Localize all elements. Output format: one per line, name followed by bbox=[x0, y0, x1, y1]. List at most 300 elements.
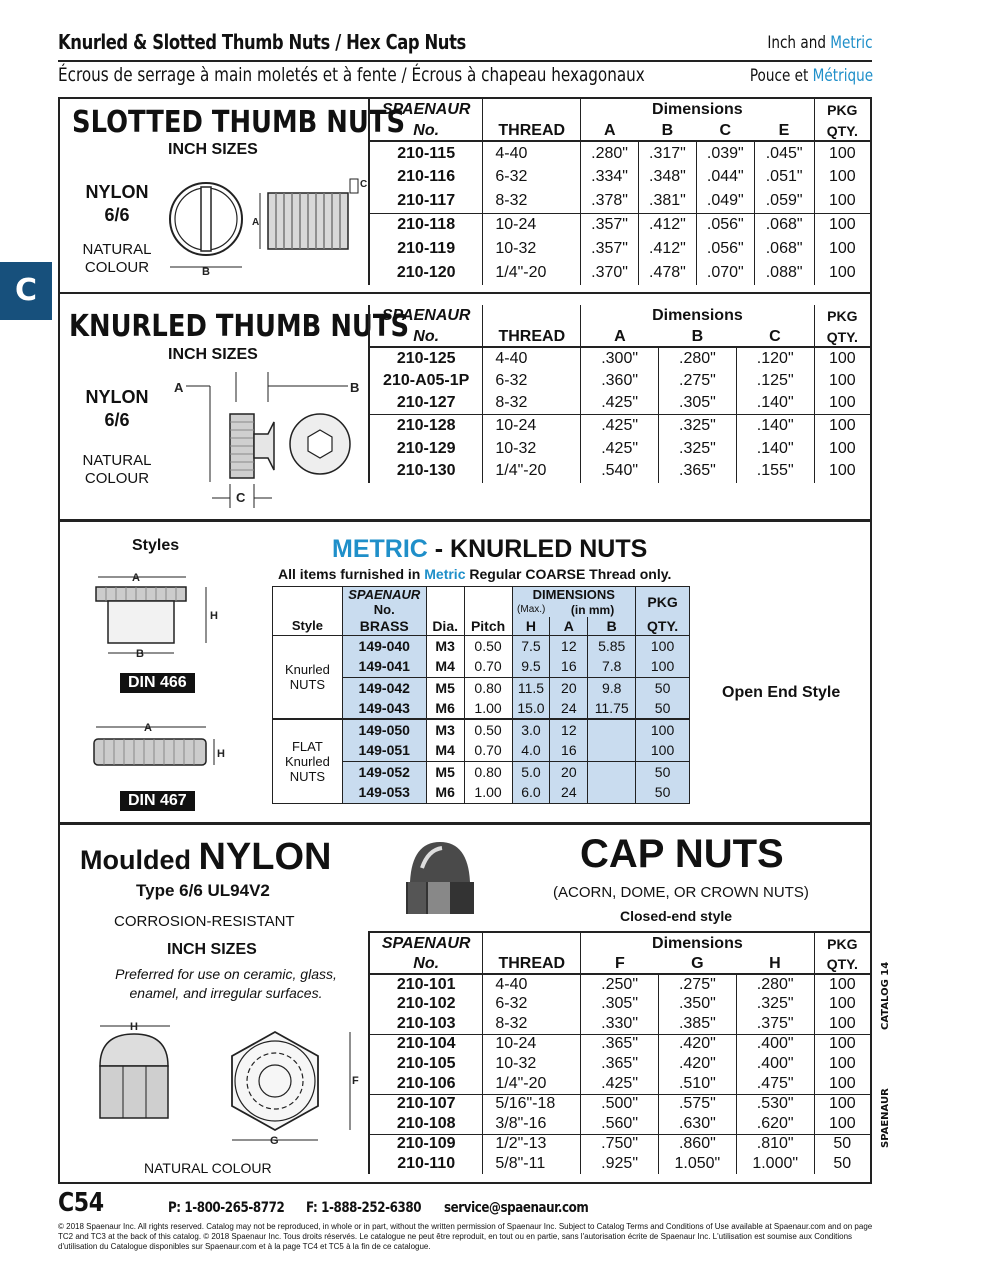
col-b: B bbox=[661, 121, 674, 139]
part-number: 149-053 bbox=[342, 782, 426, 803]
part-number: 210-119 bbox=[369, 237, 483, 261]
table-cell: 12 bbox=[550, 635, 588, 656]
table-row bbox=[369, 1094, 870, 1114]
cap-table bbox=[368, 931, 870, 1174]
table-cell: 100 bbox=[814, 1074, 870, 1094]
table-cell: 100 bbox=[814, 165, 870, 189]
table-cell: .365" bbox=[659, 460, 737, 483]
slotted-colour-2: COLOUR bbox=[84, 259, 150, 276]
table-cell: 10-32 bbox=[483, 1054, 581, 1074]
table-cell: 0.70 bbox=[464, 656, 512, 677]
style-label: Knurled bbox=[284, 753, 330, 769]
col-style: Style bbox=[273, 617, 343, 635]
table-cell: 11.5 bbox=[512, 677, 550, 698]
knurled-nut-drawing bbox=[172, 372, 362, 512]
table-cell: .280" bbox=[581, 141, 639, 165]
svg-text:A: A bbox=[144, 722, 152, 734]
table-cell: .560" bbox=[581, 1114, 659, 1134]
part-number: 149-052 bbox=[342, 761, 426, 782]
col-brand: SPAENAUR bbox=[369, 305, 483, 327]
table-cell: 50 bbox=[636, 677, 690, 698]
table-cell: 24 bbox=[550, 782, 588, 803]
table-row bbox=[273, 635, 690, 656]
part-number: 210-128 bbox=[369, 415, 483, 438]
table-cell: 100 bbox=[636, 656, 690, 677]
col-thread: THREAD bbox=[483, 121, 581, 141]
col-no: No. bbox=[369, 327, 483, 347]
col-pkg: PKG bbox=[814, 99, 870, 121]
table-cell bbox=[588, 782, 636, 803]
units-label-fr: Pouce et Métrique bbox=[749, 66, 873, 86]
table-cell: 100 bbox=[814, 347, 870, 370]
col-a: A bbox=[581, 327, 659, 347]
col-pkg: PKG bbox=[814, 932, 870, 954]
col-b: B bbox=[588, 617, 636, 635]
table-cell: .750" bbox=[581, 1134, 659, 1154]
table-cell: 100 bbox=[814, 189, 870, 213]
table-cell: .250" bbox=[581, 974, 659, 994]
table-cell: 9.8 bbox=[588, 677, 636, 698]
part-number: 210-103 bbox=[369, 1014, 483, 1034]
part-number: 210-101 bbox=[369, 974, 483, 994]
table-cell: 16 bbox=[550, 740, 588, 761]
table-cell: .378" bbox=[581, 189, 639, 213]
table-cell: .056" bbox=[696, 213, 754, 237]
table-cell: 11.75 bbox=[588, 698, 636, 719]
table-cell: .475" bbox=[736, 1074, 814, 1094]
table-cell: 50 bbox=[814, 1134, 870, 1154]
table-cell: .385" bbox=[658, 1014, 736, 1034]
part-number: 210-105 bbox=[369, 1054, 483, 1074]
part-number: 149-050 bbox=[342, 719, 426, 740]
table-cell: 100 bbox=[814, 261, 870, 285]
table-cell: 7.8 bbox=[588, 656, 636, 677]
table-cell: .425" bbox=[581, 437, 659, 460]
table-cell: .044" bbox=[696, 165, 754, 189]
table-cell: 16 bbox=[550, 656, 588, 677]
table-cell bbox=[588, 761, 636, 782]
table-cell: .088" bbox=[754, 261, 814, 285]
table-cell: .348" bbox=[639, 165, 697, 189]
cap-alt-names: (ACORN, DOME, OR CROWN NUTS) bbox=[553, 884, 809, 901]
table-cell: 100 bbox=[814, 392, 870, 415]
styles-label: Styles bbox=[132, 537, 180, 554]
col-qty: QTY. bbox=[814, 954, 870, 974]
part-number: 210-108 bbox=[369, 1114, 483, 1134]
table-cell: .275" bbox=[659, 370, 737, 393]
table-row bbox=[369, 1034, 870, 1054]
table-cell: .140" bbox=[736, 437, 814, 460]
part-number: 210-109 bbox=[369, 1134, 483, 1154]
page-number: C54 bbox=[58, 1188, 104, 1218]
table-cell: 50 bbox=[814, 1154, 870, 1174]
table-cell: .068" bbox=[754, 237, 814, 261]
table-cell: 1/4"-20 bbox=[483, 261, 581, 285]
table-row bbox=[369, 347, 870, 370]
table-cell: 6-32 bbox=[483, 165, 581, 189]
table-row bbox=[369, 165, 870, 189]
svg-text:A: A bbox=[132, 572, 140, 584]
svg-text:C: C bbox=[360, 179, 368, 190]
svg-text:C: C bbox=[236, 490, 246, 505]
col-b: B bbox=[691, 327, 704, 345]
table-cell: 1/4"-20 bbox=[483, 460, 581, 483]
svg-text:H: H bbox=[217, 748, 225, 760]
table-cell: .305" bbox=[659, 392, 737, 415]
table-cell: 100 bbox=[814, 1054, 870, 1074]
table-cell: .045" bbox=[754, 141, 814, 165]
table-cell: M4 bbox=[426, 656, 464, 677]
col-thread: THREAD bbox=[483, 327, 581, 347]
table-row bbox=[369, 1134, 870, 1154]
table-cell: .530" bbox=[736, 1094, 814, 1114]
part-number: 210-118 bbox=[369, 213, 483, 237]
part-number: 210-115 bbox=[369, 141, 483, 165]
table-row bbox=[369, 370, 870, 393]
part-number: 210-104 bbox=[369, 1034, 483, 1054]
col-h: H bbox=[512, 617, 550, 635]
table-cell: 100 bbox=[636, 740, 690, 761]
table-cell: .325" bbox=[659, 437, 737, 460]
table-row bbox=[369, 189, 870, 213]
table-row bbox=[369, 261, 870, 285]
table-cell: .305" bbox=[581, 994, 659, 1014]
part-number: 210-107 bbox=[369, 1094, 483, 1114]
col-dimensions: Dimensions bbox=[581, 932, 814, 954]
table-cell: 8-32 bbox=[483, 392, 581, 415]
table-row bbox=[369, 437, 870, 460]
table-cell: .365" bbox=[581, 1054, 659, 1074]
col-no: No. bbox=[369, 121, 483, 141]
table-cell: .860" bbox=[658, 1134, 736, 1154]
col-c: C bbox=[769, 327, 781, 345]
table-cell: 7.5 bbox=[512, 635, 550, 656]
table-cell: 1/2"-13 bbox=[483, 1134, 581, 1154]
cap-preferred-1: Preferred for use on ceramic, glass, bbox=[115, 966, 337, 982]
table-cell: 100 bbox=[814, 974, 870, 994]
table-cell: 0.80 bbox=[464, 761, 512, 782]
table-cell: .039" bbox=[696, 141, 754, 165]
part-number: 149-042 bbox=[342, 677, 426, 698]
table-cell: 10-24 bbox=[483, 213, 581, 237]
col-h: H bbox=[769, 954, 781, 972]
table-cell: 1.050" bbox=[658, 1154, 736, 1174]
table-cell: 100 bbox=[814, 437, 870, 460]
table-cell: .810" bbox=[736, 1134, 814, 1154]
table-cell: 100 bbox=[814, 370, 870, 393]
table-cell: 3.0 bbox=[512, 719, 550, 740]
table-cell: M6 bbox=[426, 698, 464, 719]
table-cell: 100 bbox=[814, 460, 870, 483]
table-cell: .400" bbox=[736, 1034, 814, 1054]
table-cell: 9.5 bbox=[512, 656, 550, 677]
knurled-grade: 6/6 bbox=[104, 410, 130, 430]
svg-text:A: A bbox=[252, 217, 260, 228]
table-cell: 4-40 bbox=[483, 974, 581, 994]
table-cell: 1/4"-20 bbox=[483, 1074, 581, 1094]
side-catalog-label: CATALOG 14 bbox=[880, 961, 891, 1030]
col-no: No. bbox=[369, 954, 483, 974]
style-cell bbox=[273, 635, 343, 719]
table-row bbox=[369, 237, 870, 261]
table-cell: 10-24 bbox=[483, 1034, 581, 1054]
table-cell: 8-32 bbox=[483, 1014, 581, 1034]
table-cell: .510" bbox=[658, 1074, 736, 1094]
table-cell bbox=[588, 719, 636, 740]
col-pkg: PKG bbox=[636, 587, 690, 618]
part-number: 210-117 bbox=[369, 189, 483, 213]
header-rule bbox=[58, 60, 872, 62]
table-cell: .425" bbox=[581, 392, 659, 415]
table-row bbox=[369, 415, 870, 438]
side-brand-label: SPAENAUR bbox=[880, 1088, 891, 1148]
table-cell: 100 bbox=[814, 1094, 870, 1114]
table-cell: .350" bbox=[658, 994, 736, 1014]
table-cell: 100 bbox=[814, 994, 870, 1014]
open-end-label: Open End Style bbox=[722, 684, 841, 701]
style-label: NUTS bbox=[289, 768, 326, 784]
part-number: 149-041 bbox=[342, 656, 426, 677]
style-label: Knurled bbox=[284, 661, 330, 677]
svg-text:G: G bbox=[270, 1135, 279, 1147]
table-cell: M3 bbox=[426, 635, 464, 656]
table-cell: 1.000" bbox=[736, 1154, 814, 1174]
table-cell: .330" bbox=[581, 1014, 659, 1034]
table-cell: .425" bbox=[581, 415, 659, 438]
table-cell: .325" bbox=[659, 415, 737, 438]
metric-subtitle: All items furnished in Metric Regular COARSE Thread only. bbox=[278, 566, 672, 582]
col-thread: THREAD bbox=[483, 954, 581, 974]
table-cell: 12 bbox=[550, 719, 588, 740]
table-cell: 5/8"-11 bbox=[483, 1154, 581, 1174]
table-cell: 15.0 bbox=[512, 698, 550, 719]
table-cell: .412" bbox=[639, 213, 697, 237]
table-cell: .049" bbox=[696, 189, 754, 213]
table-cell: 5.85 bbox=[588, 635, 636, 656]
table-cell: .357" bbox=[581, 213, 639, 237]
table-cell: .360" bbox=[581, 370, 659, 393]
table-cell: .370" bbox=[581, 261, 639, 285]
part-number: 210-106 bbox=[369, 1074, 483, 1094]
part-number: 210-A05-1P bbox=[369, 370, 483, 393]
metric-table bbox=[272, 586, 690, 804]
knurled-sizes: INCH SIZES bbox=[168, 346, 258, 363]
table-cell: 3/8"-16 bbox=[483, 1114, 581, 1134]
table-cell: M4 bbox=[426, 740, 464, 761]
col-qty: QTY. bbox=[814, 327, 870, 347]
slotted-nut-drawing bbox=[164, 167, 368, 279]
table-cell: 50 bbox=[636, 698, 690, 719]
part-number: 210-129 bbox=[369, 437, 483, 460]
table-cell: .325" bbox=[736, 994, 814, 1014]
table-cell: 100 bbox=[814, 213, 870, 237]
table-cell: 100 bbox=[814, 1034, 870, 1054]
table-cell: .381" bbox=[639, 189, 697, 213]
part-number: 210-116 bbox=[369, 165, 483, 189]
table-row bbox=[369, 392, 870, 415]
table-cell: .317" bbox=[639, 141, 697, 165]
table-cell: 24 bbox=[550, 698, 588, 719]
table-cell: 10-32 bbox=[483, 437, 581, 460]
part-number: 210-130 bbox=[369, 460, 483, 483]
table-cell bbox=[588, 740, 636, 761]
svg-text:H: H bbox=[210, 610, 218, 622]
table-cell: 5/16"-18 bbox=[483, 1094, 581, 1114]
table-cell: .140" bbox=[736, 415, 814, 438]
slotted-title: SLOTTED THUMB NUTS bbox=[72, 105, 406, 140]
table-cell: M5 bbox=[426, 677, 464, 698]
table-cell: 10-24 bbox=[483, 415, 581, 438]
part-number: 149-043 bbox=[342, 698, 426, 719]
table-cell: .925" bbox=[581, 1154, 659, 1174]
col-brand: SPAENAUR bbox=[342, 587, 426, 603]
table-cell: .334" bbox=[581, 165, 639, 189]
table-cell: .420" bbox=[658, 1054, 736, 1074]
col-dimensions: DIMENSIONS bbox=[512, 587, 636, 603]
part-number: 210-127 bbox=[369, 392, 483, 415]
table-cell: 1.00 bbox=[464, 698, 512, 719]
col-qty: QTY. bbox=[814, 121, 870, 141]
table-cell: 20 bbox=[550, 677, 588, 698]
table-cell: M3 bbox=[426, 719, 464, 740]
cap-type: Type 6/6 UL94V2 bbox=[136, 881, 270, 900]
style-cell bbox=[273, 719, 343, 803]
cap-corrosion: CORROSION-RESISTANT bbox=[114, 913, 295, 930]
col-max: (Max.) bbox=[512, 602, 550, 617]
cap-title-right: CAP NUTS bbox=[580, 832, 784, 876]
table-cell: .280" bbox=[659, 347, 737, 370]
cap-nut-photo bbox=[400, 838, 480, 922]
table-cell: 0.50 bbox=[464, 719, 512, 740]
din466-badge: DIN 466 bbox=[120, 673, 195, 693]
col-a: A bbox=[550, 617, 588, 635]
style-label: FLAT bbox=[291, 738, 323, 754]
table-cell: .059" bbox=[754, 189, 814, 213]
table-cell: 100 bbox=[636, 635, 690, 656]
table-cell: 100 bbox=[814, 141, 870, 165]
svg-text:B: B bbox=[202, 266, 210, 278]
table-row bbox=[369, 1154, 870, 1174]
col-c: C bbox=[719, 121, 732, 139]
col-pkg: PKG bbox=[814, 305, 870, 327]
table-cell: .620" bbox=[736, 1114, 814, 1134]
table-row bbox=[369, 994, 870, 1014]
table-cell: 50 bbox=[636, 761, 690, 782]
svg-text:B: B bbox=[350, 380, 360, 395]
svg-text:A: A bbox=[174, 380, 184, 395]
part-number: 210-120 bbox=[369, 261, 483, 285]
table-cell: .540" bbox=[581, 460, 659, 483]
col-a: A bbox=[581, 121, 639, 141]
table-row bbox=[369, 1014, 870, 1034]
part-number: 149-051 bbox=[342, 740, 426, 761]
table-cell: 4.0 bbox=[512, 740, 550, 761]
footer-legal: © 2018 Spaenaur Inc. All rights reserved. Catalog may not be reproduced, in whole or in part, without the written permission of Spaenaur Inc. Subject to Catalog Terms and Conditions of Use available at Spaenaur.com and on page TC2 and TC3 at the back of this catalog. © 2018 Spaenaur Inc. Tous droits réservés. Le catalogue ne peut être reproduit, en tout ou en partie, sans l'autorisation écrite de Spaenaur Inc. L'utilisation est soumise aux Conditions d'utilisation du Catalogue disponibles sur Spaenaur.com et à la page TC4 et TC5 à la fin de ce catalogue. bbox=[58, 1222, 873, 1251]
cap-nut-drawing bbox=[90, 1016, 370, 1156]
col-dia: Dia. bbox=[426, 617, 464, 635]
svg-text:B: B bbox=[136, 648, 144, 660]
table-row bbox=[369, 1074, 870, 1094]
page-title: Knurled & Slotted Thumb Nuts / Hex Cap Nuts bbox=[58, 30, 466, 54]
slotted-table bbox=[368, 99, 870, 285]
table-row bbox=[369, 460, 870, 483]
table-cell: .275" bbox=[658, 974, 736, 994]
metric-title: METRIC - KNURLED NUTS bbox=[332, 535, 648, 563]
table-cell: 50 bbox=[636, 782, 690, 803]
table-cell: 100 bbox=[636, 719, 690, 740]
col-no: No. bbox=[342, 602, 426, 617]
table-cell: 0.70 bbox=[464, 740, 512, 761]
cap-sizes: INCH SIZES bbox=[167, 941, 257, 958]
table-cell: .070" bbox=[696, 261, 754, 285]
col-brass: BRASS bbox=[342, 617, 426, 635]
table-cell: .365" bbox=[581, 1034, 659, 1054]
table-cell: 100 bbox=[814, 237, 870, 261]
table-cell: 6.0 bbox=[512, 782, 550, 803]
footer-fax: F: 1-888-252-6380 bbox=[306, 1200, 422, 1216]
footer-email[interactable]: service@spaenaur.com bbox=[444, 1200, 589, 1216]
table-cell: 0.50 bbox=[464, 635, 512, 656]
din466-drawing bbox=[90, 567, 224, 677]
col-brand: SPAENAUR bbox=[369, 932, 483, 954]
table-cell: .120" bbox=[736, 347, 814, 370]
col-f: F bbox=[581, 954, 659, 974]
cap-colour: NATURAL COLOUR bbox=[144, 1160, 272, 1176]
col-brand: SPAENAUR bbox=[369, 99, 483, 121]
table-cell: 4-40 bbox=[483, 347, 581, 370]
units-label-en: Inch and Metric bbox=[767, 33, 873, 53]
table-cell: .400" bbox=[736, 1054, 814, 1074]
knurled-colour-1: NATURAL bbox=[82, 452, 152, 469]
style-label: NUTS bbox=[289, 676, 326, 692]
col-e: E bbox=[778, 121, 790, 139]
table-cell: .478" bbox=[639, 261, 697, 285]
table-cell: .155" bbox=[736, 460, 814, 483]
knurled-title: KNURLED THUMB NUTS bbox=[69, 309, 410, 344]
table-row bbox=[369, 1114, 870, 1134]
knurled-material: NYLON bbox=[85, 387, 149, 407]
table-cell: M5 bbox=[426, 761, 464, 782]
knurled-colour-2: COLOUR bbox=[84, 470, 150, 487]
table-cell: 6-32 bbox=[483, 994, 581, 1014]
table-row bbox=[369, 974, 870, 994]
page-title-fr: Écrous de serrage à main moletés et à fente / Écrous à chapeau hexagonaux bbox=[58, 64, 645, 86]
table-row bbox=[369, 213, 870, 237]
knurled-table bbox=[368, 305, 870, 483]
table-row bbox=[369, 141, 870, 165]
table-cell: .425" bbox=[581, 1074, 659, 1094]
slotted-sizes: INCH SIZES bbox=[168, 141, 258, 158]
slotted-grade: 6/6 bbox=[104, 205, 130, 225]
table-cell: 4-40 bbox=[483, 141, 581, 165]
table-cell: 10-32 bbox=[483, 237, 581, 261]
col-dimensions: Dimensions bbox=[581, 99, 814, 121]
cap-preferred-2: enamel, and irregular surfaces. bbox=[129, 985, 323, 1001]
part-number: 210-110 bbox=[369, 1154, 483, 1174]
col-g: G bbox=[691, 954, 704, 972]
part-number: 210-102 bbox=[369, 994, 483, 1014]
table-cell: .357" bbox=[581, 237, 639, 261]
table-cell: 100 bbox=[814, 415, 870, 438]
table-cell: .375" bbox=[736, 1014, 814, 1034]
table-cell: 5.0 bbox=[512, 761, 550, 782]
svg-text:H: H bbox=[130, 1021, 138, 1033]
table-cell: .630" bbox=[658, 1114, 736, 1134]
part-number: 210-125 bbox=[369, 347, 483, 370]
table-cell: .412" bbox=[639, 237, 697, 261]
section-tab[interactable]: C bbox=[0, 262, 52, 320]
din467-badge: DIN 467 bbox=[120, 791, 195, 811]
